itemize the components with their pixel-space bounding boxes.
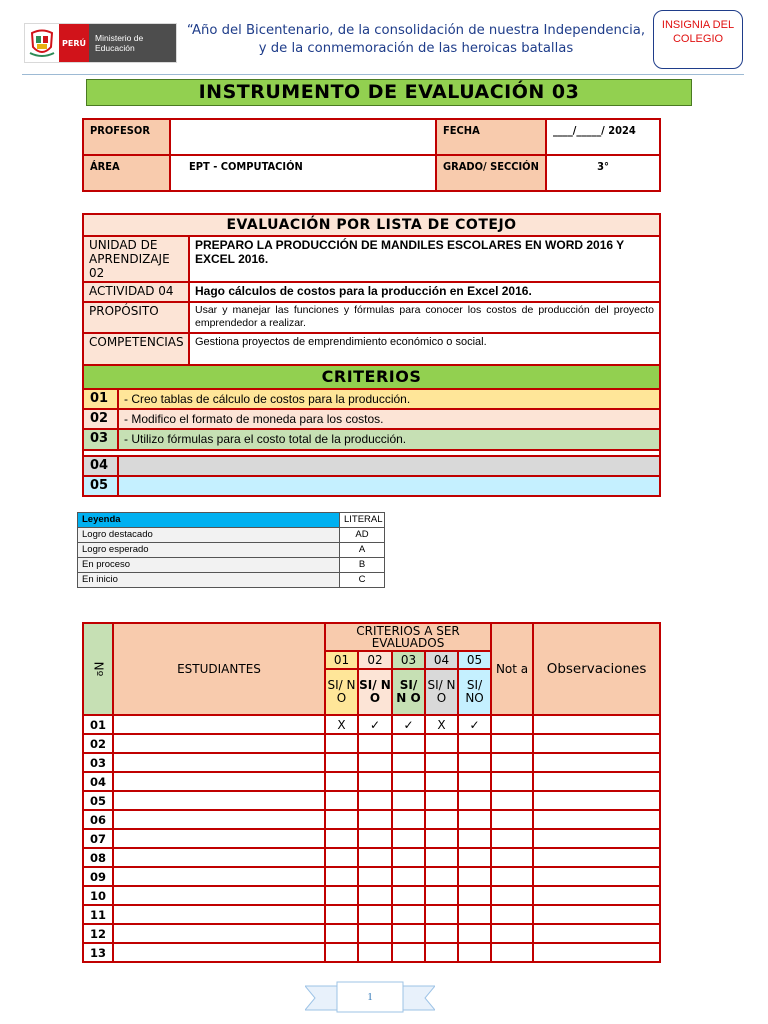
cotejo-title: EVALUACIÓN POR LISTA DE COTEJO [83, 214, 660, 236]
criterio-mark-cell[interactable]: ✓ [458, 715, 491, 734]
student-name-cell[interactable] [113, 867, 325, 886]
proposito-value: Usar y manejar las funciones y fórmulas para conocer los costos de producción del proyecto emprendedor a realizar. [189, 302, 660, 333]
criterio-mark-cell[interactable] [392, 848, 425, 867]
logo-ministry-label: Ministerio de Educación [89, 24, 176, 62]
observaciones-cell[interactable] [533, 829, 660, 848]
logo-peru-label: PERÚ [59, 24, 89, 62]
observaciones-header: Observaciones [533, 623, 660, 715]
criterio-col-num: 01 [325, 651, 358, 669]
nota-cell[interactable] [491, 715, 533, 734]
literal-header: LITERAL [340, 513, 385, 528]
criterio-mark-cell[interactable] [425, 905, 458, 924]
grado-value: 3° [546, 155, 660, 191]
criterio-mark-cell[interactable] [358, 905, 392, 924]
proposito-label: PROPÓSITO [83, 302, 189, 333]
coat-of-arms-icon [25, 24, 59, 62]
students-header: ESTUDIANTES [113, 623, 325, 715]
student-row-number: 13 [83, 943, 113, 962]
criterio-num: 05 [83, 476, 118, 496]
criterio-mark-cell[interactable] [325, 829, 358, 848]
legend-label: Logro esperado [78, 543, 340, 558]
criterio-text: - Modifico el formato de moneda para los costos. [118, 409, 660, 429]
legend-literal: AD [340, 528, 385, 543]
criterio-mark-cell[interactable]: X [425, 715, 458, 734]
criterio-mark-cell[interactable]: X [325, 715, 358, 734]
actividad-value: Hago cálculos de costos para la producción en Excel 2016. [189, 282, 660, 302]
num-header [83, 623, 113, 715]
criterio-col-num: 03 [392, 651, 425, 669]
criterio-mark-cell[interactable] [358, 772, 392, 791]
criterio-mark-cell[interactable] [325, 905, 358, 924]
criterio-mark-cell[interactable] [458, 772, 491, 791]
student-name-cell[interactable] [113, 810, 325, 829]
student-name-cell[interactable] [113, 772, 325, 791]
legend-header: Leyenda [78, 513, 340, 528]
criterio-mark-cell[interactable] [325, 810, 358, 829]
criterio-mark-cell[interactable] [425, 848, 458, 867]
observaciones-cell[interactable] [533, 715, 660, 734]
legend-table [77, 512, 385, 588]
criterio-col-num: 05 [458, 651, 491, 669]
criterio-mark-cell[interactable] [425, 829, 458, 848]
criterios-evaluados-header: CRITERIOS A SER EVALUADOS [325, 623, 491, 651]
nota-cell[interactable] [491, 943, 533, 962]
criterio-mark-cell[interactable] [458, 810, 491, 829]
header-divider [22, 74, 744, 75]
criterio-mark-cell[interactable] [392, 753, 425, 772]
observaciones-cell[interactable] [533, 753, 660, 772]
criterio-mark-cell[interactable] [392, 867, 425, 886]
criterio-text [118, 456, 660, 476]
sino-label: SI/ N O [325, 669, 358, 715]
legend-literal: B [340, 558, 385, 573]
nota-cell[interactable] [491, 848, 533, 867]
criterio-mark-cell[interactable] [458, 753, 491, 772]
criterio-mark-cell[interactable] [458, 734, 491, 753]
criterio-mark-cell[interactable] [392, 886, 425, 905]
criterio-mark-cell[interactable] [458, 943, 491, 962]
criterio-mark-cell[interactable] [458, 829, 491, 848]
student-row-number: 11 [83, 905, 113, 924]
student-name-cell[interactable] [113, 848, 325, 867]
sino-label: SI/ NO [458, 669, 491, 715]
observaciones-cell[interactable] [533, 810, 660, 829]
criterio-mark-cell[interactable] [358, 734, 392, 753]
student-name-cell[interactable] [113, 715, 325, 734]
unidad-value: PREPARO LA PRODUCCIÓN DE MANDILES ESCOLARES EN WORD 2016 Y EXCEL 2016. [189, 236, 660, 282]
criterio-mark-cell[interactable] [325, 886, 358, 905]
criterio-mark-cell[interactable] [392, 905, 425, 924]
criterio-mark-cell[interactable] [392, 772, 425, 791]
criterio-mark-cell[interactable] [325, 924, 358, 943]
student-name-cell[interactable] [113, 943, 325, 962]
fecha-label: FECHA [436, 119, 546, 155]
criterio-mark-cell[interactable] [358, 848, 392, 867]
student-name-cell[interactable] [113, 734, 325, 753]
actividad-label: ACTIVIDAD 04 [83, 282, 189, 302]
students-grid [82, 622, 661, 963]
criterio-num: 02 [83, 409, 118, 429]
criterio-num: 04 [83, 456, 118, 476]
legend-literal: A [340, 543, 385, 558]
legend-label: En proceso [78, 558, 340, 573]
criterio-mark-cell[interactable]: ✓ [392, 715, 425, 734]
criterio-mark-cell[interactable] [425, 943, 458, 962]
criterio-num: 01 [83, 389, 118, 409]
competencias-label: COMPETENCIAS [83, 333, 189, 365]
observaciones-cell[interactable] [533, 791, 660, 810]
nota-cell[interactable] [491, 905, 533, 924]
observaciones-cell[interactable] [533, 886, 660, 905]
profesor-label: PROFESOR [83, 119, 170, 155]
student-row-number: 05 [83, 791, 113, 810]
criterio-mark-cell[interactable] [458, 886, 491, 905]
criterio-mark-cell[interactable] [458, 905, 491, 924]
criterio-mark-cell[interactable] [325, 791, 358, 810]
criterio-mark-cell[interactable] [425, 753, 458, 772]
student-row-number: 10 [83, 886, 113, 905]
criterio-mark-cell[interactable] [425, 810, 458, 829]
criterio-mark-cell[interactable]: ✓ [358, 715, 392, 734]
nota-cell[interactable] [491, 734, 533, 753]
unidad-label: UNIDAD DE APRENDIZAJE 02 [83, 236, 189, 282]
observaciones-cell[interactable] [533, 943, 660, 962]
criterio-mark-cell[interactable] [392, 734, 425, 753]
student-name-cell[interactable] [113, 886, 325, 905]
student-name-cell[interactable] [113, 753, 325, 772]
nota-header: Not a [491, 623, 533, 715]
cotejo-table [82, 213, 661, 497]
nota-cell[interactable] [491, 791, 533, 810]
criterio-mark-cell[interactable] [392, 924, 425, 943]
criterio-text: - Creo tablas de cálculo de costos para la producción. [118, 389, 660, 409]
criterio-mark-cell[interactable] [325, 943, 358, 962]
criterio-mark-cell[interactable] [325, 772, 358, 791]
criterio-mark-cell[interactable] [358, 867, 392, 886]
student-name-cell[interactable] [113, 829, 325, 848]
criterio-mark-cell[interactable] [425, 924, 458, 943]
criterio-mark-cell[interactable] [325, 848, 358, 867]
criterio-text [118, 476, 660, 496]
criterio-mark-cell[interactable] [392, 943, 425, 962]
criterio-mark-cell[interactable] [425, 772, 458, 791]
grado-label: GRADO/ SECCIÓN [436, 155, 546, 191]
criterio-mark-cell[interactable] [392, 791, 425, 810]
nota-cell[interactable] [491, 772, 533, 791]
nota-cell[interactable] [491, 924, 533, 943]
criterio-mark-cell[interactable] [425, 867, 458, 886]
criterio-mark-cell[interactable] [392, 810, 425, 829]
criterio-mark-cell[interactable] [425, 886, 458, 905]
criterio-mark-cell[interactable] [358, 886, 392, 905]
minedu-logo [24, 23, 177, 63]
student-name-cell[interactable] [113, 791, 325, 810]
student-row-number: 02 [83, 734, 113, 753]
observaciones-cell[interactable] [533, 772, 660, 791]
observaciones-cell[interactable] [533, 905, 660, 924]
criterio-mark-cell[interactable] [358, 829, 392, 848]
criterio-mark-cell[interactable] [458, 924, 491, 943]
criterio-mark-cell[interactable] [458, 867, 491, 886]
student-name-cell[interactable] [113, 905, 325, 924]
criterio-mark-cell[interactable] [458, 848, 491, 867]
num-header-label: Nº [90, 661, 105, 677]
criterios-title: CRITERIOS [83, 365, 660, 389]
fecha-value[interactable]: ____/_____/ 2024 [546, 119, 660, 155]
criterio-mark-cell[interactable] [358, 924, 392, 943]
criterio-col-num: 02 [358, 651, 392, 669]
observaciones-cell[interactable] [533, 848, 660, 867]
sino-label: SI/ N O [392, 669, 425, 715]
student-row-number: 07 [83, 829, 113, 848]
student-row-number: 04 [83, 772, 113, 791]
nota-cell[interactable] [491, 829, 533, 848]
page-title: INSTRUMENTO DE EVALUACIÓN 03 [86, 79, 692, 106]
criterio-mark-cell[interactable] [358, 943, 392, 962]
nota-cell[interactable] [491, 753, 533, 772]
student-row-number: 08 [83, 848, 113, 867]
school-insignia-placeholder: INSIGNIA DEL COLEGIO [653, 10, 743, 69]
criterio-mark-cell[interactable] [392, 829, 425, 848]
criterio-mark-cell[interactable] [458, 791, 491, 810]
legend-literal: C [340, 573, 385, 588]
profesor-value[interactable] [170, 119, 436, 155]
criterio-mark-cell[interactable] [425, 734, 458, 753]
observaciones-cell[interactable] [533, 867, 660, 886]
observaciones-cell[interactable] [533, 924, 660, 943]
criterio-mark-cell[interactable] [358, 791, 392, 810]
criterio-mark-cell[interactable] [425, 791, 458, 810]
sino-label: SI/ N O [358, 669, 392, 715]
nota-cell[interactable] [491, 867, 533, 886]
legend-label: En inicio [78, 573, 340, 588]
legend-label: Logro destacado [78, 528, 340, 543]
student-row-number: 03 [83, 753, 113, 772]
student-row-number: 06 [83, 810, 113, 829]
criterio-text: - Utilizo fórmulas para el costo total de la producción. [118, 429, 660, 450]
competencias-value: Gestiona proyectos de emprendimiento económico o social. [189, 333, 660, 365]
page-number: 1 [367, 991, 373, 1003]
criterio-mark-cell[interactable] [325, 734, 358, 753]
criterio-col-num: 04 [425, 651, 458, 669]
student-row-number: 09 [83, 867, 113, 886]
criterio-mark-cell[interactable] [358, 810, 392, 829]
nota-cell[interactable] [491, 886, 533, 905]
student-row-number: 12 [83, 924, 113, 943]
info-table [82, 118, 661, 192]
criterio-mark-cell[interactable] [325, 867, 358, 886]
sino-label: SI/ N O [425, 669, 458, 715]
observaciones-cell[interactable] [533, 734, 660, 753]
nota-cell[interactable] [491, 810, 533, 829]
criterio-num: 03 [83, 429, 118, 450]
area-value: EPT - COMPUTACIÓN [170, 155, 436, 191]
header-motto: “Año del Bicentenario, de la consolidación de nuestra Independencia, y de la conmemoración de las heroicas batallas [186, 23, 646, 56]
student-row-number: 01 [83, 715, 113, 734]
criterio-mark-cell[interactable] [325, 753, 358, 772]
area-label: ÁREA [83, 155, 170, 191]
student-name-cell[interactable] [113, 924, 325, 943]
criterio-mark-cell[interactable] [358, 753, 392, 772]
